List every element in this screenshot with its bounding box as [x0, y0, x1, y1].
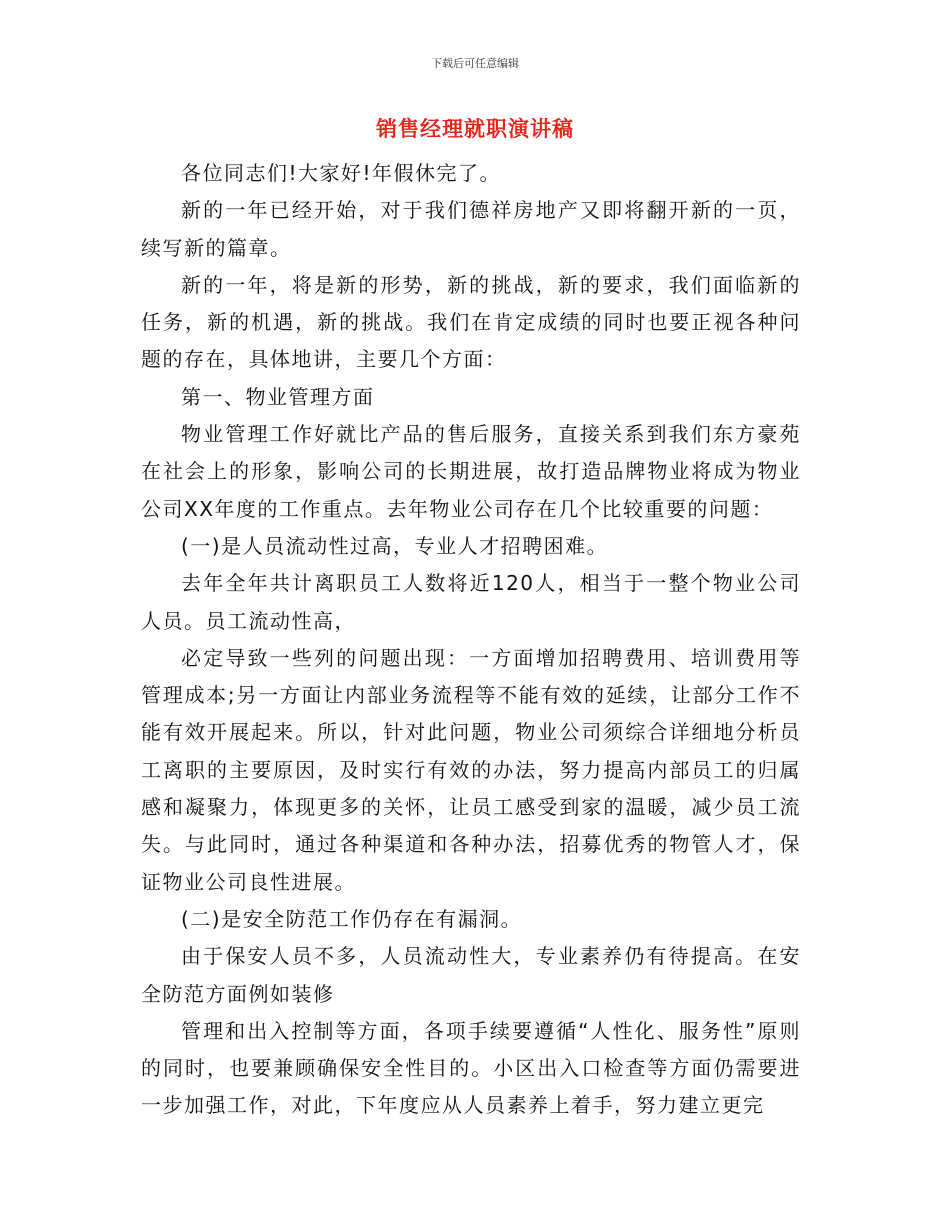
paragraph: 新的一年已经开始，对于我们德祥房地产又即将翻开新的一页，续写新的篇章。 — [141, 198, 801, 260]
paragraph: 由于保安人员不多，人员流动性大，专业素养仍有待提高。在安全防范方面例如装修 — [141, 944, 801, 1006]
paragraph-greeting: 各位同志们!大家好!年假休完了。 — [181, 161, 502, 185]
paragraph: 物业管理工作好就比产品的售后服务，直接关系到我们东方豪苑在社会上的形象，影响公司的长期进展，故打造品牌物业将成为物业公司XX年度的工作重点。去年物业公司存在几个比较重要的问题： — [141, 422, 801, 521]
paragraph: 管理和出入控制等方面，各项手续要遵循“人性化、服务性”原则的同时，也要兼顾确保安全性目的。小区出入口检查等方面仍需要进一步加强工作，对此，下年度应从人员素养上着手，努力建立更完 — [141, 1018, 801, 1118]
header-note: 下载后可任意编辑 — [431, 57, 519, 70]
document-body — [141, 155, 801, 1125]
paragraph: 新的一年，将是新的形势，新的挑战，新的要求，我们面临新的任务，新的机遇，新的挑战。我们在肯定成绩的同时也要正视各种问题的存在，具体地讲，主要几个方面： — [141, 272, 801, 372]
paragraph: 去年全年共计离职员工人数将近120人，相当于一整个物业公司人员。员工流动性高， — [141, 571, 801, 633]
section-heading: 第一、物业管理方面 — [181, 384, 375, 409]
document-title: 销售经理就职演讲稿 — [376, 117, 574, 141]
paragraph: 必定导致一些列的问题出现：一方面增加招聘费用、培训费用等管理成本;另一方面让内部业务流程等不能有效的延续，让部分工作不能有效开展起来。所以，针对此问题，物业公司须综合详细地分析员工离职的主要原因，及时实行有效的办法，努力提高内部员工的归属感和凝聚力，体现更多的关怀，让员工感受到家的温暖，减少员工流失。与此同时，通过各种渠道和各种办法，招募优秀的物管人才，保证物业公司良性进展。 — [141, 645, 801, 894]
subsection-heading: (一)是人员流动性过高，专业人才招聘困难。 — [181, 533, 609, 558]
subsection-heading: (二)是安全防范工作仍存在有漏洞。 — [181, 906, 523, 931]
